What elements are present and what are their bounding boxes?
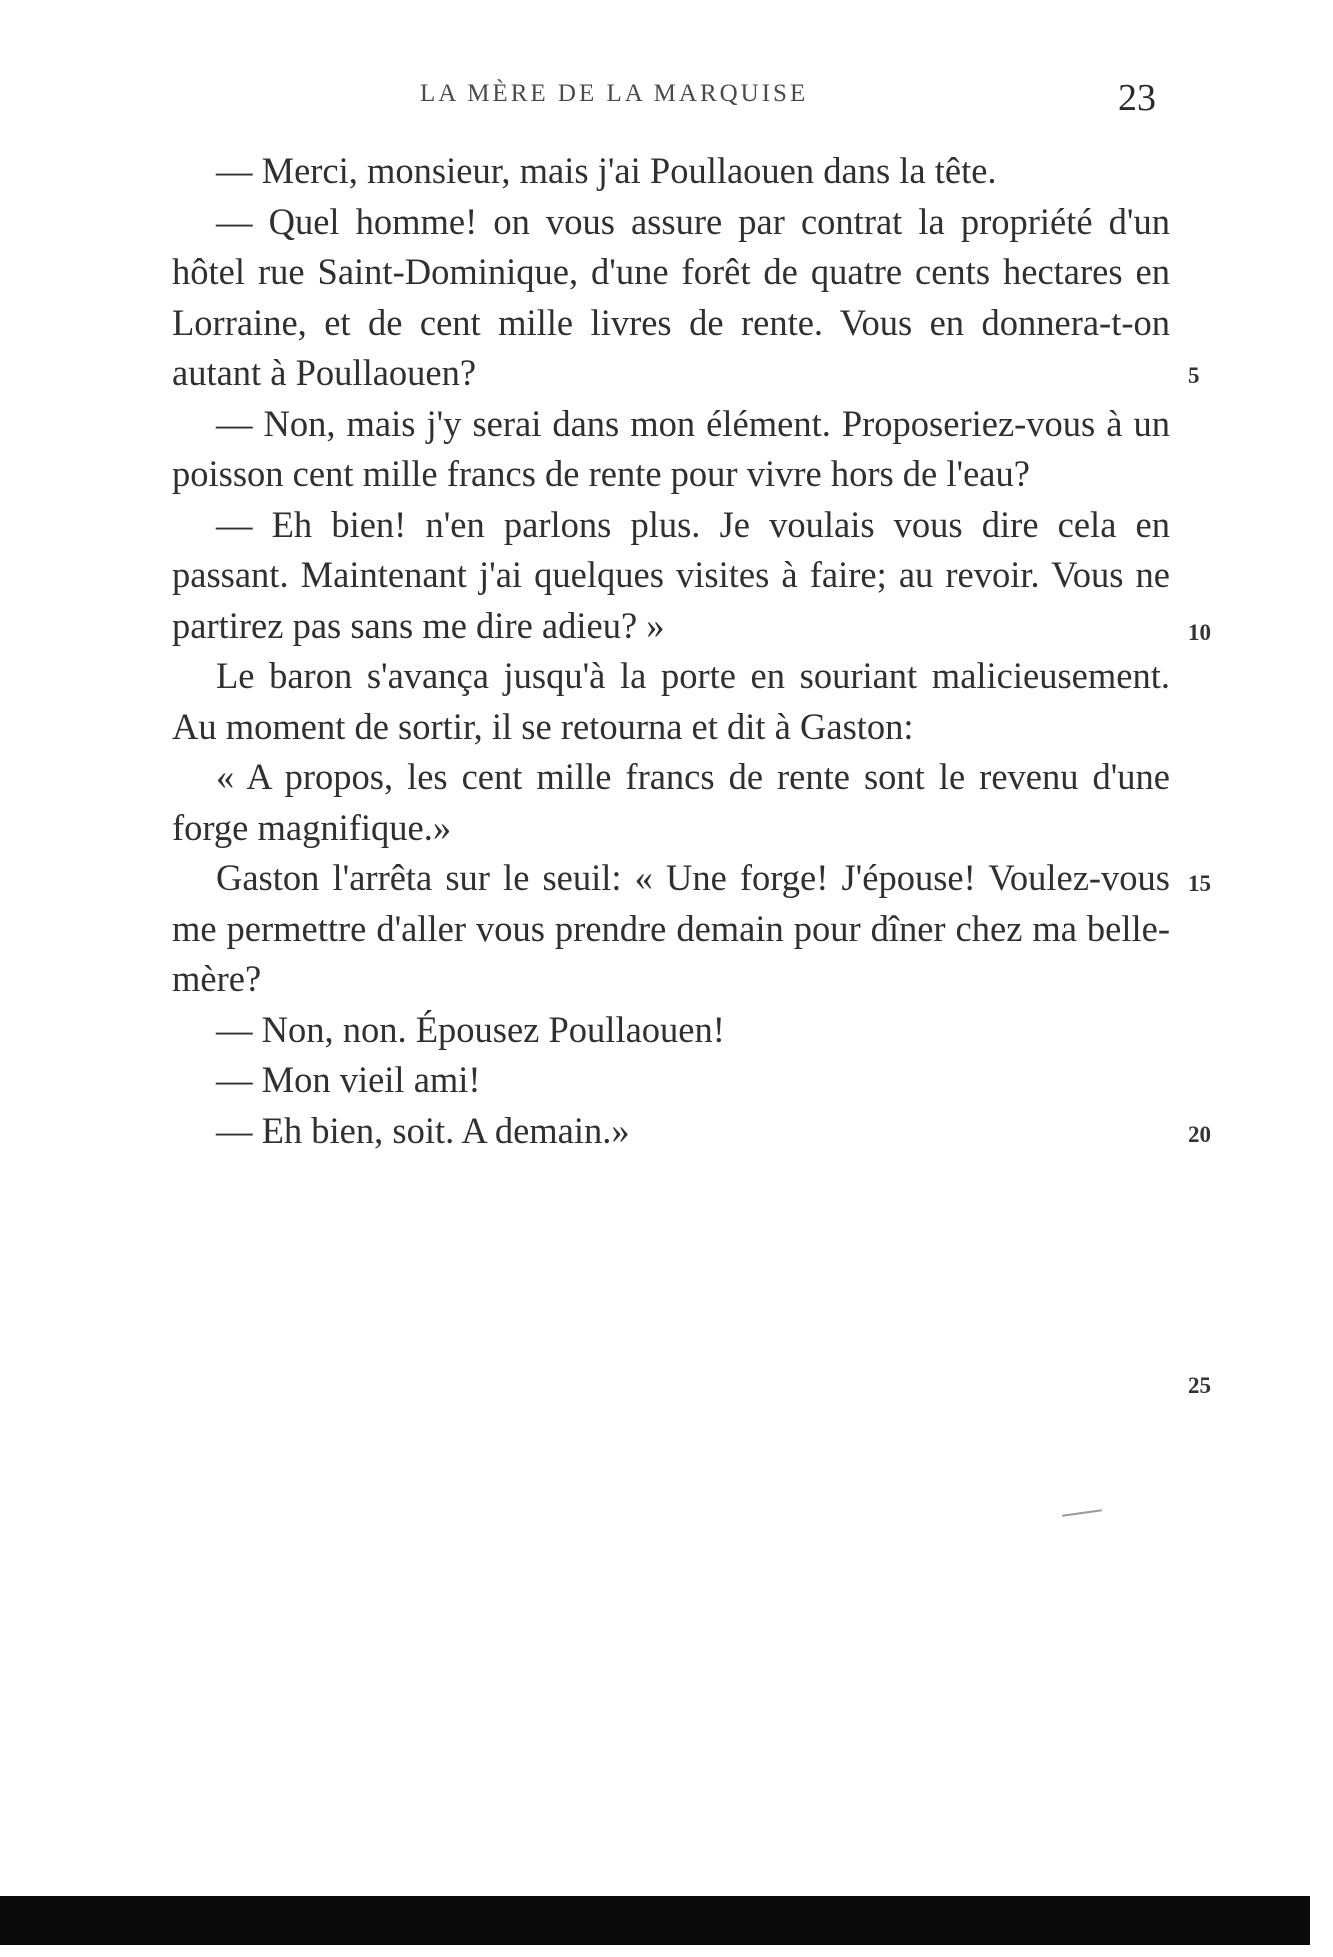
line-number: 20	[1188, 1122, 1211, 1147]
running-head	[0, 76, 1333, 119]
line-number: 10	[1188, 620, 1211, 645]
line-number: 5	[1188, 363, 1200, 388]
scan-edge-bar	[0, 1896, 1310, 1945]
paragraph: « A propos, les cent mille francs de rente sont le revenu d'une forge magnifique.»	[172, 756, 1170, 848]
paragraph: — Eh bien! n'en parlons plus. Je voulais vous dire cela en passant. Maintenant j'ai quelques visites à faire; au revoir. Vous ne partirez pas sans me dire adieu? »	[172, 503, 1170, 646]
running-title: LA MÈRE DE LA MARQUISE	[420, 80, 809, 107]
paragraph: — Quel homme! on vous assure par contrat la propriété d'un hôtel rue Saint-Dominique, d'une forêt de quatre cents hectares en Lorraine, et de cent mille livres de rente. Vous en donnera-t-on autant à Poullaouen?	[172, 200, 1170, 393]
line-number: 15	[1188, 871, 1211, 896]
body-text	[172, 146, 1170, 1156]
paragraph: — Non, non. Épousez Poullaouen!	[216, 1008, 725, 1050]
line-number: 25	[1188, 1373, 1211, 1398]
page-number: 23	[1118, 77, 1156, 119]
paragraph: — Merci, monsieur, mais j'ai Poullaouen dans la tête.	[216, 150, 997, 191]
paragraph: — Eh bien, soit. A demain.»	[216, 1109, 630, 1151]
paragraph: — Mon vieil ami!	[216, 1059, 481, 1100]
paragraph: Gaston l'arrêta sur le seuil: « Une forge! J'épouse! Voulez-vous me permettre d'aller vous prendre demain pour dîner chez ma belle-mère?	[172, 857, 1170, 999]
paragraph: Le baron s'avança jusqu'à la porte en souriant malicieusement. Au moment de sortir, il se retourna et dit à Gaston:	[172, 655, 1170, 747]
paragraph: — Non, mais j'y serai dans mon élément. Proposeriez-vous à un poisson cent mille francs de rente pour vivre hors de l'eau?	[172, 402, 1170, 494]
stray-ink-mark	[1062, 1509, 1102, 1517]
